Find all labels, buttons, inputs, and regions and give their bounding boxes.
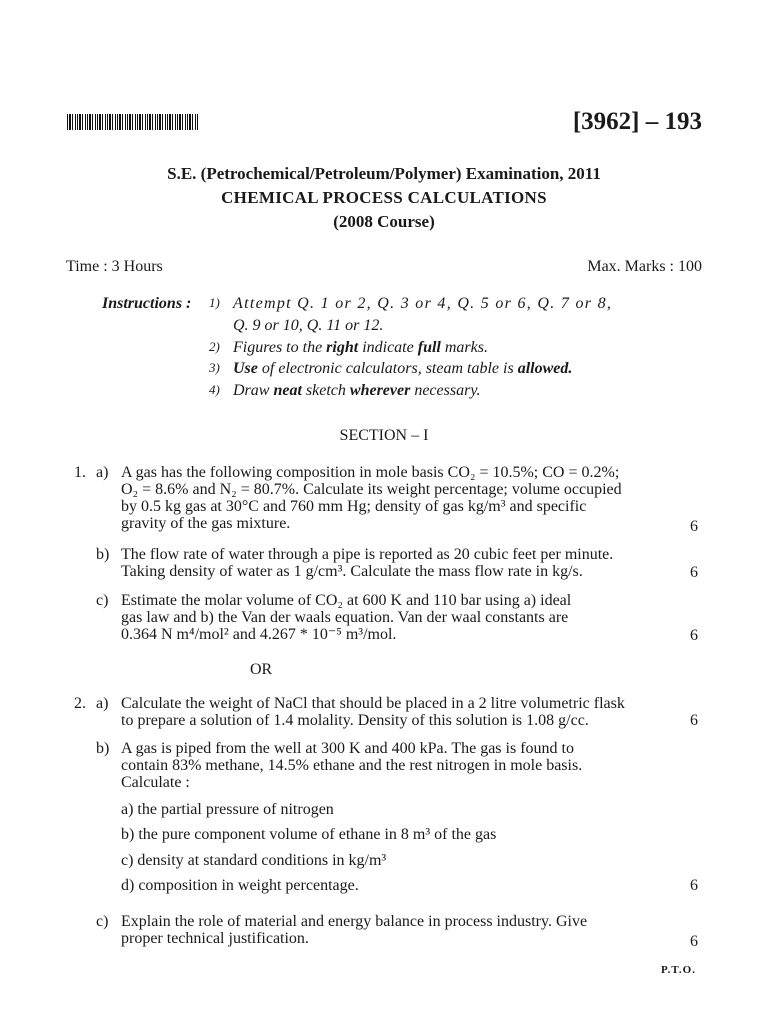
max-marks-label: Max. Marks : 100 bbox=[587, 258, 702, 275]
instruction-1-line-1: Attempt Q. 1 or 2, Q. 3 or 4, Q. 5 or 6, Q. 7 or 8, bbox=[233, 295, 613, 312]
question-2a-text: Calculate the weight of NaCl that should be placed in a 2 litre volumetric flask to prepare a solution of 1.4 molality. Density of this solution is 1.08 g/cc. bbox=[121, 695, 625, 729]
barcode bbox=[67, 114, 199, 130]
question-2c-text: Explain the role of material and energy balance in process industry. Give proper technical justification. bbox=[121, 913, 588, 947]
instruction-number: 3) bbox=[209, 360, 220, 375]
subquestion-label: a) bbox=[96, 464, 109, 481]
exam-title: S.E. (Petrochemical/Petroleum/Polymer) Examination, 2011 bbox=[167, 164, 601, 183]
instruction-number: 1) bbox=[209, 295, 220, 310]
question-number: 2. bbox=[74, 695, 86, 712]
instruction-number: 2) bbox=[209, 339, 220, 354]
time-label: Time : 3 Hours bbox=[66, 258, 163, 275]
instructions-label: Instructions : bbox=[102, 295, 192, 312]
subquestion-label: a) bbox=[96, 695, 109, 712]
marks-value: 6 bbox=[690, 877, 698, 894]
marks-value: 6 bbox=[690, 627, 698, 644]
instruction-3: Use of electronic calculators, steam table is allowed. bbox=[233, 360, 573, 377]
option-item: b) the pure component volume of ethane in 8 m³ of the gas bbox=[121, 826, 497, 843]
or-separator: OR bbox=[250, 661, 273, 678]
subquestion-label: b) bbox=[96, 740, 110, 757]
section-heading: SECTION – I bbox=[339, 427, 429, 444]
subquestion-label: c) bbox=[96, 913, 109, 930]
question-2b-text: A gas is piped from the well at 300 K and 400 kPa. The gas is found to contain 83% methane, 14.5% ethane and the rest nitrogen in mole basis. Calculate : bbox=[121, 740, 583, 791]
instruction-number: 4) bbox=[209, 382, 220, 397]
question-number: 1. bbox=[74, 464, 86, 481]
question-1c-text: Estimate the molar volume of CO₂ at 600 K and 110 bar using a) ideal gas law and b) the Van der waals equation. Van der waal constants are 0.364 N m⁴/mol² and 4.267 * 10⁻⁵ m³/mol. bbox=[121, 592, 572, 643]
instruction-4: Draw neat sketch wherever necessary. bbox=[233, 382, 481, 399]
option-item: a) the partial pressure of nitrogen bbox=[121, 801, 334, 818]
subject-title: CHEMICAL PROCESS CALCULATIONS bbox=[221, 188, 547, 207]
course-label: (2008 Course) bbox=[333, 212, 435, 231]
question-1b-text: The flow rate of water through a pipe is reported as 20 cubic feet per minute. Taking density of water as 1 g/cm³. Calculate the mass flow rate in kg/s. bbox=[121, 546, 614, 580]
subquestion-label: c) bbox=[96, 592, 109, 609]
paper-code: [3962] – 193 bbox=[572, 108, 702, 135]
page-turn-label: P.T.O. bbox=[660, 964, 696, 976]
marks-value: 6 bbox=[690, 712, 698, 729]
subquestion-label: b) bbox=[96, 546, 110, 563]
marks-value: 6 bbox=[690, 933, 698, 950]
option-item: c) density at standard conditions in kg/m³ bbox=[121, 852, 387, 869]
instruction-2: Figures to the right indicate full marks. bbox=[233, 339, 488, 356]
option-item: d) composition in weight percentage. bbox=[121, 877, 359, 894]
marks-value: 6 bbox=[690, 518, 698, 535]
marks-value: 6 bbox=[690, 564, 698, 581]
instruction-1-line-2: Q. 9 or 10, Q. 11 or 12. bbox=[233, 317, 384, 334]
question-1a-text: A gas has the following composition in mole basis CO₂ = 10.5%; CO = 0.2%; O₂ = 8.6% and N₂ = 80.7%. Calculate its weight percentage; volume occupied by 0.5 kg gas at 30°C and 760 mm Hg; density of gas kg/m³ and specific gravity of the gas mixture. bbox=[121, 464, 622, 532]
